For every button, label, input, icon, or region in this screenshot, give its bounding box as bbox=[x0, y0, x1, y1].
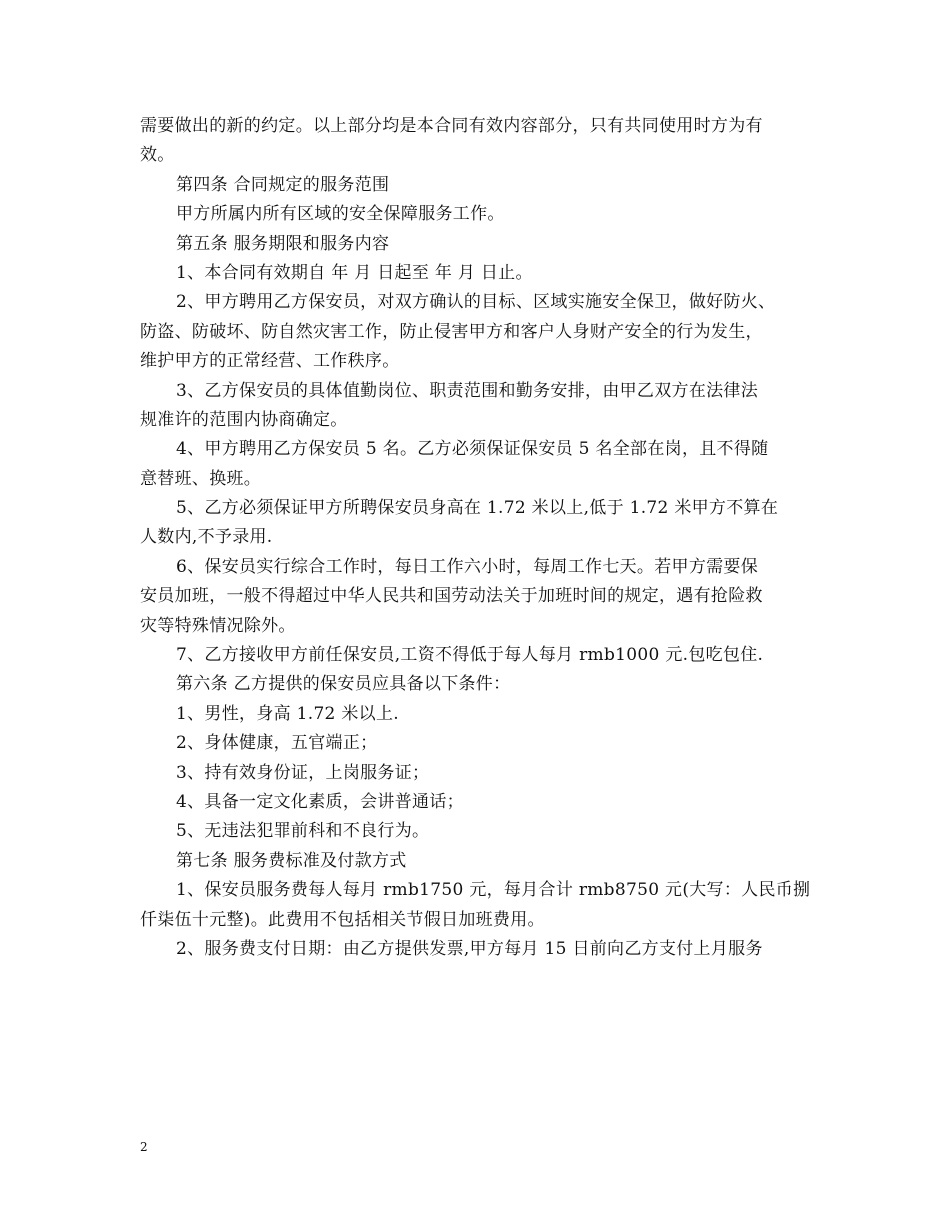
paragraph-line: 规准许的范围内协商确定。 bbox=[140, 409, 348, 430]
paragraph-line: 人数内,不予录用. bbox=[140, 527, 273, 548]
paragraph-line: 2、服务费支付日期：由乙方提供发票,甲方每月 15 日前向乙方支付上月服务 bbox=[176, 938, 763, 959]
paragraph-line: 仟柒伍十元整)。此费用不包括相关节假日加班费用。 bbox=[140, 909, 545, 930]
paragraph-line: 2、甲方聘用乙方保安员，对双方确认的目标、区域实施安全保卫，做好防火、 bbox=[176, 292, 776, 313]
paragraph-line: 需要做出的新的约定。以上部分均是本合同有效内容部分，只有共同使用时方为有 bbox=[140, 116, 763, 136]
paragraph-line: 维护甲方的正常经营、工作秩序。 bbox=[140, 351, 400, 372]
paragraph-line: 甲方所属内所有区域的安全保障服务工作。 bbox=[176, 204, 505, 225]
paragraph-line: 意替班、换班。 bbox=[140, 468, 262, 489]
article-heading: 第四条 合同规定的服务范围 bbox=[176, 174, 390, 195]
paragraph-line: 2、身体健康，五官端正； bbox=[176, 733, 378, 754]
article-heading: 第五条 服务期限和服务内容 bbox=[176, 233, 390, 254]
page-number: 2 bbox=[140, 1140, 148, 1154]
article-heading: 第七条 服务费标准及付款方式 bbox=[176, 850, 407, 871]
paragraph-line: 效。 bbox=[140, 145, 175, 166]
paragraph-line: 5、乙方必须保证甲方所聘保安员身高在 1.72 米以上,低于 1.72 米甲方不算在 bbox=[176, 498, 779, 519]
paragraph-line: 3、持有效身份证，上岗服务证； bbox=[176, 762, 430, 783]
paragraph-line: 3、乙方保安员的具体值勤岗位、职责范围和勤务安排，由甲乙双方在法律法 bbox=[176, 380, 759, 401]
paragraph-line: 1、男性，身高 1.72 米以上. bbox=[176, 703, 399, 724]
paragraph-line: 1、本合同有效期自 年 月 日起至 年 月 日止。 bbox=[176, 262, 533, 283]
paragraph-line: 6、保安员实行综合工作时，每日工作六小时，每周工作七天。若甲方需要保 bbox=[176, 556, 759, 577]
paragraph-line: 4、具备一定文化素质，会讲普通话； bbox=[176, 791, 464, 812]
document-body bbox=[140, 112, 820, 964]
paragraph-line: 5、无违法犯罪前科和不良行为。 bbox=[176, 821, 430, 842]
paragraph-line: 防盗、防破坏、防自然灾害工作，防止侵害甲方和客户人身财产安全的行为发生， bbox=[140, 321, 763, 342]
article-heading: 第六条 乙方提供的保安员应具备以下条件： bbox=[176, 674, 511, 695]
paragraph-line: 灾等特殊情况除外。 bbox=[140, 615, 296, 636]
paragraph-line: 7、乙方接收甲方前任保安员,工资不得低于每人每月 rmb1000 元.包吃包住. bbox=[176, 645, 764, 666]
paragraph-line: 4、甲方聘用乙方保安员 5 名。乙方必须保证保安员 5 名全部在岗，且不得随 bbox=[176, 439, 769, 460]
paragraph-line: 1、保安员服务费每人每月 rmb1750 元，每月合计 rmb8750 元(大写：人民币捌 bbox=[176, 880, 811, 901]
paragraph-line: 安员加班，一般不得超过中华人民共和国劳动法关于加班时间的规定，遇有抢险救 bbox=[140, 586, 763, 607]
